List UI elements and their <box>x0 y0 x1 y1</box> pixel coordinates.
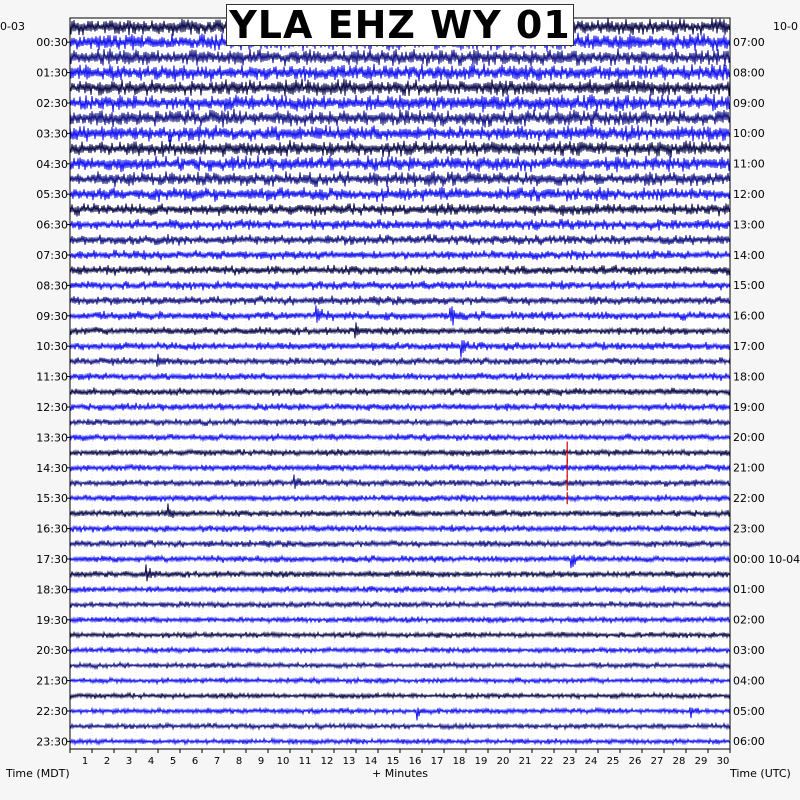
left-time-label: 07:30 <box>36 249 68 262</box>
x-tick-label: 27 <box>650 756 664 767</box>
left-time-label: 21:30 <box>36 674 68 688</box>
right-time-label: 14:00 <box>733 248 765 262</box>
x-tick-label: 4 <box>147 756 155 767</box>
x-tick-label: 14 <box>364 756 378 767</box>
left-time-label: 17:30 <box>36 553 68 566</box>
right-time-label: 08:00 <box>733 66 765 80</box>
left-time-label: 09:30 <box>36 309 68 323</box>
x-tick-label: 29 <box>694 756 708 767</box>
right-time-label: 22:00 <box>733 492 765 505</box>
right-time-label: 07:00 <box>733 36 765 49</box>
left-time-label: 01:30 <box>36 66 68 80</box>
bottom-axis-label: + Minutes <box>372 767 429 780</box>
left-time-label: 05:30 <box>36 188 68 202</box>
right-axis-label: Time (UTC) <box>730 767 791 780</box>
left-time-label: 19:30 <box>36 613 68 627</box>
x-tick-label: 30 <box>716 756 730 767</box>
left-time-label: 02:30 <box>36 97 68 110</box>
x-tick-label: 5 <box>169 756 177 767</box>
x-tick-label: 18 <box>452 756 466 767</box>
x-tick-label: 3 <box>125 756 133 767</box>
right-time-label: 00:00 10-04 <box>733 552 800 566</box>
left-time-label: 10:30 <box>36 340 68 354</box>
left-time-label: 20:30 <box>36 644 68 658</box>
left-axis-label: Time (MDT) <box>6 767 70 780</box>
right-time-label: 03:00 <box>733 644 765 657</box>
x-tick-label: 17 <box>430 756 444 767</box>
right-time-label: 20:00 <box>733 431 765 445</box>
right-time-label: 02:00 <box>733 613 765 627</box>
x-tick-label: 7 <box>213 756 221 767</box>
x-tick-label: 26 <box>628 756 642 767</box>
x-tick-label: 21 <box>518 756 532 767</box>
x-tick-label: 10 <box>276 756 290 767</box>
left-time-label: 12:30 <box>36 401 68 414</box>
right-time-label: 04:00 <box>733 674 765 688</box>
right-time-label: 23:00 <box>733 522 765 536</box>
right-time-label: 01:00 <box>733 583 765 597</box>
x-tick-label: 15 <box>386 756 400 767</box>
right-time-label: 09:00 <box>733 96 765 110</box>
x-tick-label: 19 <box>474 756 488 767</box>
left-time-label: 15:30 <box>36 492 68 506</box>
right-time-label: 11:00 <box>733 157 765 171</box>
right-time-label: 13:00 <box>733 218 765 232</box>
left-time-label: 00:30 <box>36 36 68 50</box>
left-time-label: 16:30 <box>36 522 68 536</box>
x-tick-label: 16 <box>408 756 422 767</box>
right-time-label: 19:00 <box>733 400 765 414</box>
x-tick-label: 22 <box>540 756 554 767</box>
x-tick-label: 13 <box>342 756 356 767</box>
left-time-label: 08:30 <box>36 279 68 293</box>
right-time-label: 16:00 <box>733 309 765 323</box>
left-time-label: 14:30 <box>36 461 68 475</box>
left-time-label: 04:30 <box>36 157 68 171</box>
left-time-label: 06:30 <box>36 218 68 232</box>
x-tick-label: 9 <box>257 756 265 767</box>
x-tick-label: 6 <box>191 756 199 767</box>
x-tick-label: 2 <box>103 756 111 767</box>
start-date-left: 0-03 <box>0 20 25 33</box>
left-time-label: 03:30 <box>36 127 68 141</box>
right-time-label: 12:00 <box>733 188 765 201</box>
x-tick-label: 23 <box>562 756 576 767</box>
chart-title: YLA EHZ WY 01 <box>226 4 574 46</box>
left-time-label: 13:30 <box>36 431 68 445</box>
right-time-label: 10:00 <box>733 127 765 141</box>
right-time-label: 17:00 <box>733 340 765 353</box>
right-time-label: 05:00 <box>733 704 765 718</box>
left-time-label: 18:30 <box>36 583 68 597</box>
right-time-label: 06:00 <box>733 735 765 749</box>
left-time-label: 22:30 <box>36 705 68 718</box>
start-date-right: 10-0 <box>773 20 798 33</box>
x-tick-label: 8 <box>235 756 243 767</box>
x-tick-label: 12 <box>320 756 334 767</box>
x-tick-label: 24 <box>584 756 598 767</box>
left-time-label: 23:30 <box>36 735 68 749</box>
x-tick-label: 25 <box>606 756 620 767</box>
left-time-label: 11:30 <box>36 370 68 384</box>
right-time-label: 21:00 <box>733 461 765 475</box>
x-tick-label: 11 <box>298 756 312 767</box>
x-tick-label: 28 <box>672 756 686 767</box>
x-tick-label: 1 <box>81 756 89 767</box>
right-time-label: 18:00 <box>733 370 765 384</box>
x-tick-label: 20 <box>496 756 510 767</box>
right-time-label: 15:00 <box>733 279 765 293</box>
